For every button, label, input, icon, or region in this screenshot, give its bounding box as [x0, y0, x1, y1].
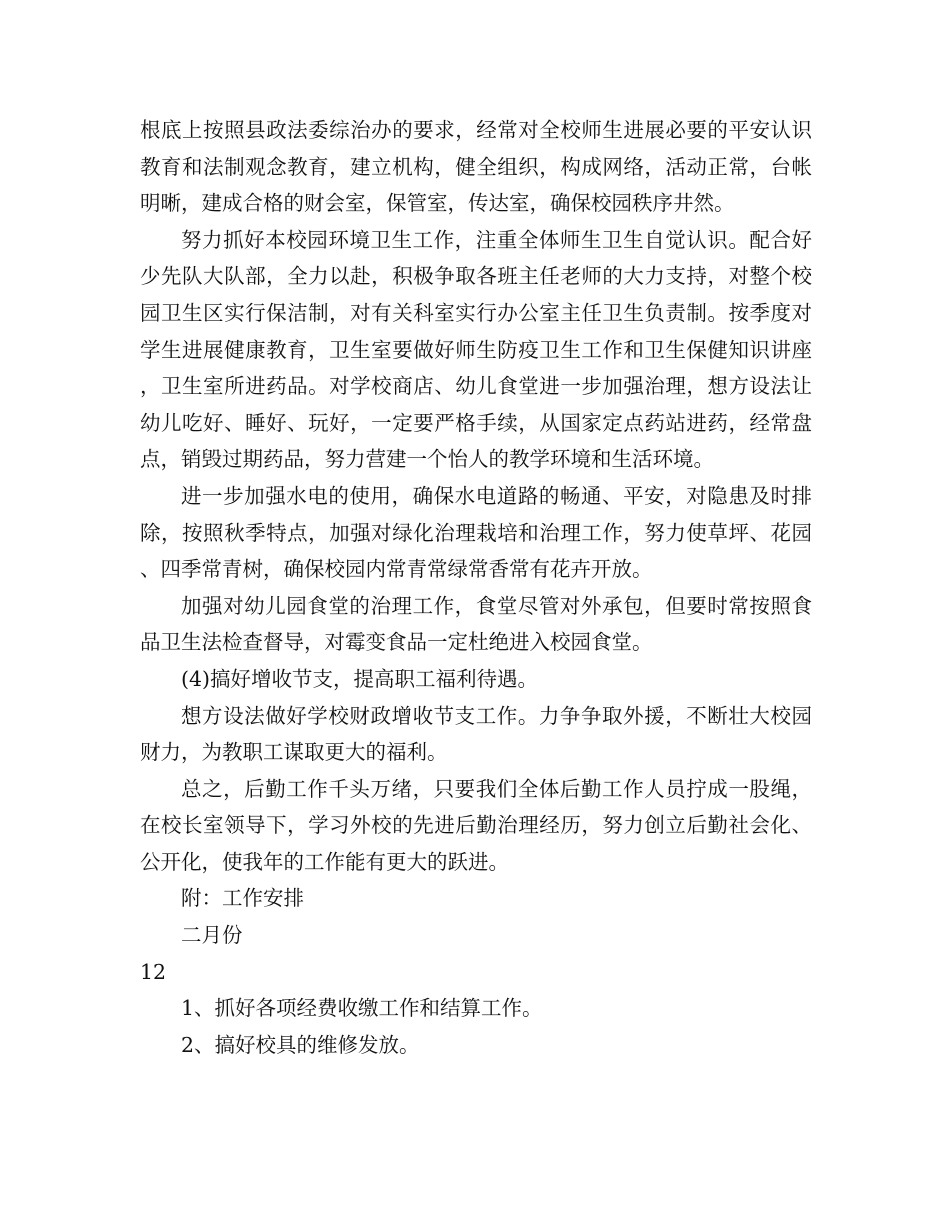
paragraph-12: 2、搞好校具的维修发放。 [181, 1032, 420, 1057]
paragraph-7: 总之，后勤工作千头万绪，只要我们全体后勤工作人员拧成一股绳，在校长室领导下，学习外校的先进后勤治理经历，努力创立后勤社会化、公开化，使我年的工作能有更大的跃进。 [140, 776, 812, 874]
paragraph-5: (4)搞好增收节支，提高职工福利待遇。 [181, 666, 539, 691]
paragraph-2: 努力抓好本校园环境卫生工作，注重全体师生卫生自觉认识。配合好少先队大队部，全力以赴，积极争取各班主任老师的大力支持，对整个校园卫生区实行保洁制，对有关科室实行办公室主任卫生负责制。按季度对学生进展健康教育，卫生室要做好师生防疫卫生工作和卫生保健知识讲座，卫生室所进药品。对学校商店、幼儿食堂进一步加强治理，想方设法让幼儿吃好、睡好、玩好，一定要严格手续，从国家定点药站进药，经常盘点，销毁过期药品，努力营建一个怡人的教学环境和生活环境。 [140, 227, 812, 472]
paragraph-6: 想方设法做好学校财政增收节支工作。力争争取外援，不断壮大校园财力，为教职工谋取更大的福利。 [140, 703, 812, 765]
paragraph-1: 根底上按照县政法委综治办的要求，经常对全校师生进展必要的平安认识教育和法制观念教育，建立机构，健全组织，构成网络，活动正常，台帐明晰，建成合格的财会室，保管室，传达室，确保校园秩序井然。 [140, 118, 812, 216]
paragraph-3: 进一步加强水电的使用，确保水电道路的畅通、平安，对隐患及时排除，按照秋季特点，加强对绿化治理栽培和治理工作，努力使草坪、花园、四季常青树，确保校园内常青常绿常香常有花卉开放。 [140, 483, 812, 582]
document-body [140, 112, 812, 1063]
paragraph-9: 二月份 [181, 923, 243, 948]
paragraph-4: 加强对幼儿园食堂的治理工作，食堂尽管对外承包，但要时常按照食品卫生法检查督导，对霉变食品一定杜绝进入校园食堂。 [140, 593, 812, 655]
paragraph-11: 1、抓好各项经费收缴工作和结算工作。 [181, 996, 543, 1021]
paragraph-10: 12 [140, 959, 167, 984]
paragraph-8: 附：工作安排 [181, 886, 304, 911]
